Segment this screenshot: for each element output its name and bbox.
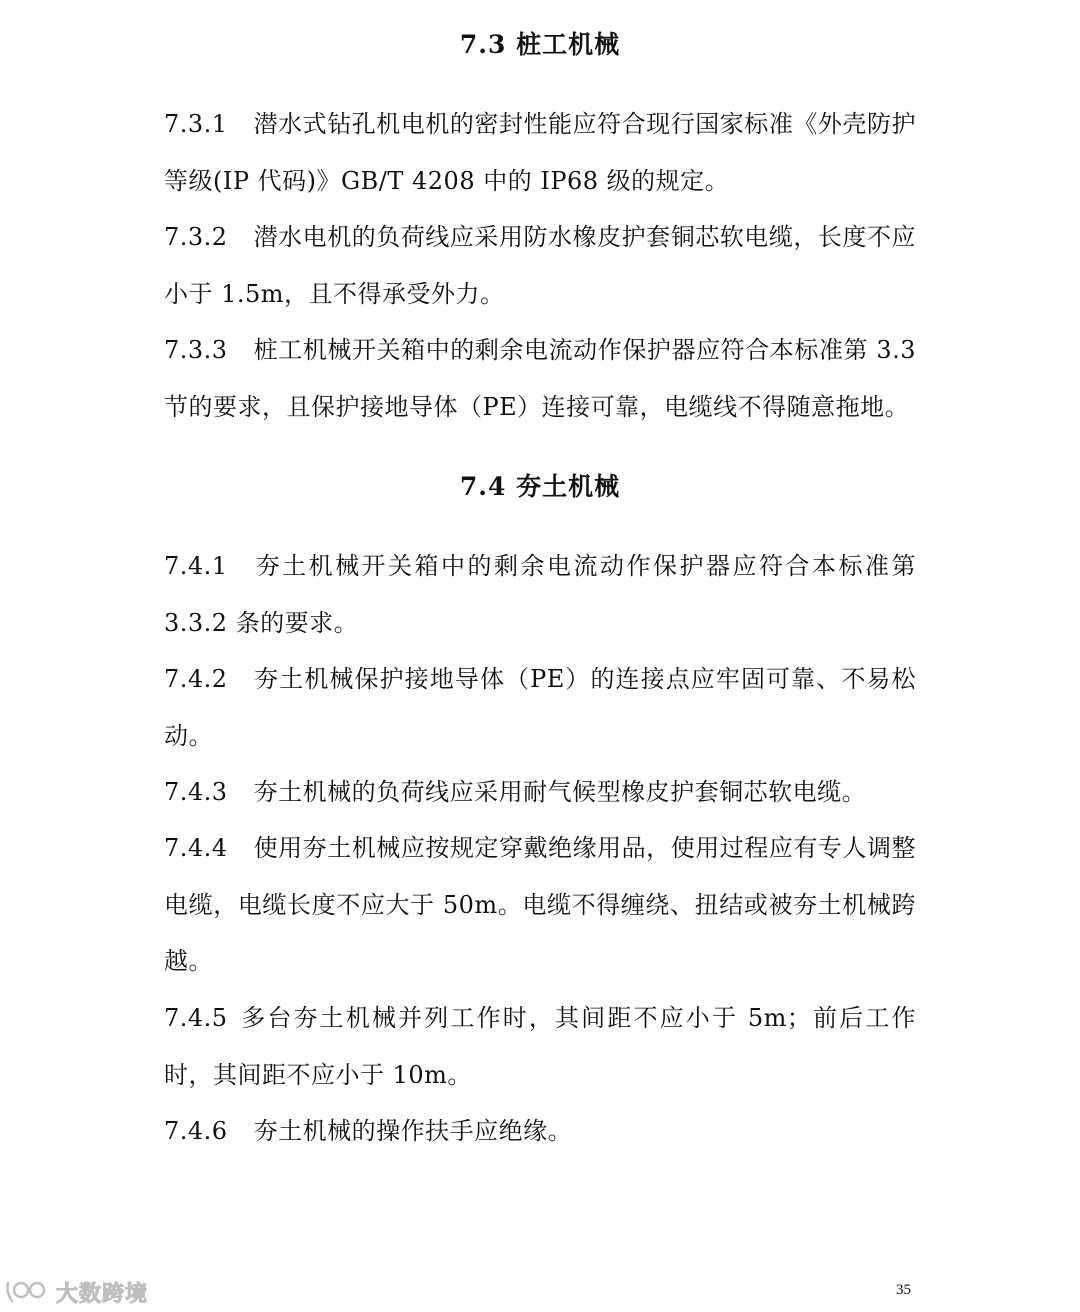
section-heading-7-4: 7.4 夯土机械 (459, 472, 621, 501)
clause-text: 多台夯土机械并列工作时，其间距不应小于 5m；前后工作时，其间距不应小于 10m。 (164, 1004, 916, 1089)
clause-text: 使用夯土机械应按规定穿戴绝缘用品，使用过程应有专人调整电缆，电缆长度不应大于 50m。电缆不得缠绕、扭结或被夯土机械跨越。 (164, 834, 916, 975)
logo-icon (4, 1277, 50, 1307)
watermark-text: 大数跨境 (56, 1281, 149, 1307)
clause-number: 7.4.2 (164, 665, 228, 693)
clause-text: 夯土机械保护接地导体（PE）的连接点应牢固可靠、不易松动。 (164, 665, 916, 750)
section-heading-7-3: 7.3 桩工机械 (459, 30, 621, 59)
clause-number: 7.3.3 (164, 336, 228, 364)
clause-7-4-4 (164, 820, 916, 990)
clause-text: 潜水电机的负荷线应采用防水橡皮护套铜芯软电缆，长度不应小于 1.5m，且不得承受外力。 (164, 223, 916, 308)
clause-7-4-1 (164, 538, 916, 651)
clause-number: 7.4.4 (164, 834, 228, 862)
clause-text: 夯土机械的操作扶手应绝缘。 (253, 1117, 573, 1145)
clause-7-4-2 (164, 651, 916, 764)
clause-7-4-6 (164, 1103, 916, 1160)
clause-text: 潜水式钻孔机电机的密封性能应符合现行国家标准《外壳防护等级(IP 代码)》GB/T 4208 中的 IP68 级的规定。 (164, 110, 916, 195)
clause-7-4-5 (164, 990, 916, 1103)
clause-number: 7.3.1 (164, 110, 228, 138)
clause-7-4-3 (164, 764, 916, 821)
clause-text: 夯土机械的负荷线应采用耐气候型橡皮护套铜芯软电缆。 (253, 778, 867, 806)
clause-number: 7.4.5 (164, 1004, 228, 1032)
clause-text: 桩工机械开关箱中的剩余电流动作保护器应符合本标准第 3.3 节的要求，且保护接地导体（PE）连接可靠，电缆线不得随意拖地。 (164, 336, 916, 421)
page-number: 35 (896, 1282, 911, 1298)
clause-number: 7.4.1 (164, 552, 228, 580)
clause-number: 7.3.2 (164, 223, 228, 251)
clause-7-3-1 (164, 96, 916, 209)
clause-text: 夯土机械开关箱中的剩余电流动作保护器应符合本标准第 3.3.2 条的要求。 (164, 552, 916, 637)
clause-number: 7.4.6 (164, 1117, 228, 1145)
watermark (4, 1276, 148, 1308)
clause-7-3-3 (164, 322, 916, 435)
clause-7-3-2 (164, 209, 916, 322)
clause-number: 7.4.3 (164, 778, 228, 806)
